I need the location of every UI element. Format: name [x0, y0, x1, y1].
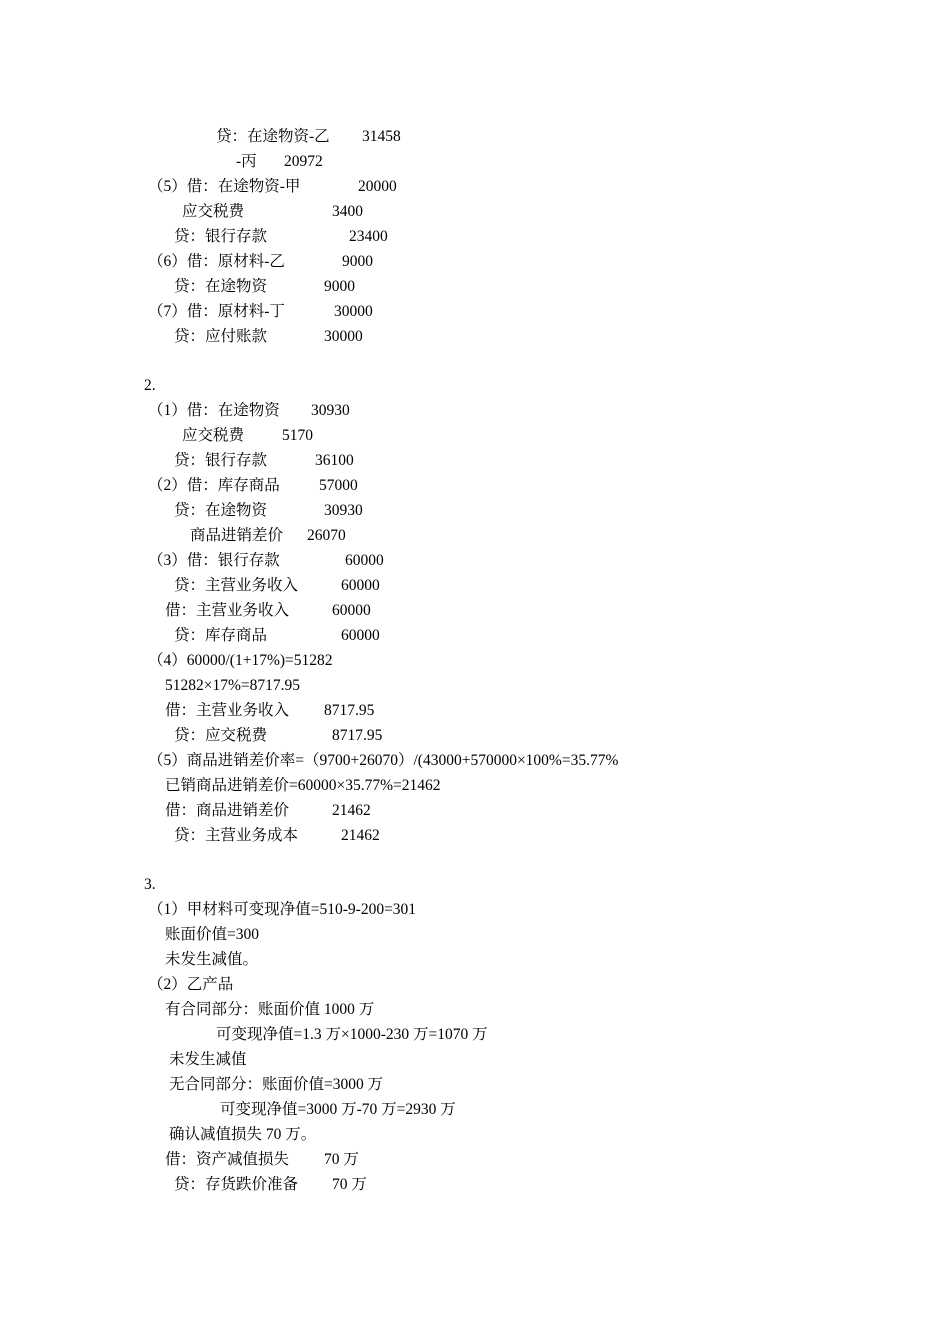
entry-label: 已销商品进销差价=60000×35.77%=21462 — [165, 777, 441, 794]
entry-amount: 57000 — [319, 477, 358, 494]
entry-label: （1）甲材料可变现净值=510-9-200=301 — [148, 901, 417, 918]
entry-label: -丙 — [236, 153, 257, 170]
entry-amount: 60000 — [345, 552, 384, 569]
entry-label: 有合同部分：账面价值 1000 万 — [165, 1001, 375, 1018]
entry-label: 贷：在途物资-乙 — [216, 128, 330, 145]
entry-label: 借：资产减值损失 — [165, 1151, 290, 1168]
entry-label: 应交税费 — [182, 427, 245, 444]
entry-label: 未发生减值 — [169, 1051, 247, 1068]
entry-amount: 8717.95 — [332, 727, 383, 744]
entry-amount: 20972 — [284, 153, 323, 170]
entry-amount: 3400 — [332, 203, 363, 220]
entry-amount: 23400 — [349, 228, 388, 245]
entry-label: 贷：主营业务成本 — [174, 827, 299, 844]
entry-label: （1）借：在途物资 — [148, 402, 280, 419]
entry-amount: 60000 — [341, 627, 380, 644]
entry-label: 无合同部分：账面价值=3000 万 — [169, 1076, 384, 1093]
entry-amount: 30930 — [311, 402, 350, 419]
entry-label: 2. — [144, 377, 156, 394]
entry-label: （2）乙产品 — [148, 976, 234, 993]
entry-label: 贷：应付账款 — [174, 328, 268, 345]
entry-label: 贷：主营业务收入 — [174, 577, 299, 594]
entry-amount: 60000 — [341, 577, 380, 594]
entry-amount: 20000 — [358, 178, 397, 195]
entry-label: （3）借：银行存款 — [148, 552, 280, 569]
entry-amount: 9000 — [342, 253, 373, 270]
entry-label: 借：主营业务收入 — [165, 702, 290, 719]
entry-amount: 70 万 — [324, 1151, 359, 1168]
entry-amount: 8717.95 — [324, 702, 375, 719]
entry-label: 可变现净值=3000 万-70 万=2930 万 — [220, 1101, 456, 1118]
entry-label: 贷：存货跌价准备 — [174, 1176, 299, 1193]
entry-amount: 26070 — [307, 527, 346, 544]
entry-amount: 70 万 — [332, 1176, 367, 1193]
entry-amount: 30930 — [324, 502, 363, 519]
entry-amount: 31458 — [362, 128, 401, 145]
entry-label: （5）商品进销差价率=（9700+26070）/(43000+570000×100%=35.77% — [148, 752, 619, 769]
entry-label: 商品进销差价 — [190, 527, 284, 544]
entry-label: 3. — [144, 876, 156, 893]
entry-label: 贷：在途物资 — [174, 502, 268, 519]
entry-label: 贷：库存商品 — [174, 627, 268, 644]
entry-amount: 21462 — [341, 827, 380, 844]
entry-label: 可变现净值=1.3 万×1000-230 万=1070 万 — [216, 1026, 488, 1043]
entry-label: 贷：银行存款 — [174, 228, 268, 245]
entry-label: （6）借：原材料-乙 — [148, 253, 285, 270]
entry-amount: 9000 — [324, 278, 355, 295]
entry-label: 应交税费 — [182, 203, 245, 220]
entry-label: （2）借：库存商品 — [148, 477, 280, 494]
entry-amount: 5170 — [282, 427, 313, 444]
entry-amount: 30000 — [324, 328, 363, 345]
entry-label: （5）借：在途物资-甲 — [148, 178, 301, 195]
entry-label: （4）60000/(1+17%)=51282 — [148, 652, 333, 669]
entry-label: 贷：在途物资 — [174, 278, 268, 295]
entry-label: 未发生减值。 — [165, 951, 259, 968]
entry-label: 确认减值损失 70 万。 — [169, 1126, 317, 1143]
entry-amount: 60000 — [332, 602, 371, 619]
entry-label: 贷：应交税费 — [174, 727, 268, 744]
entry-amount: 30000 — [334, 303, 373, 320]
entry-label: 51282×17%=8717.95 — [165, 677, 301, 694]
entry-amount: 36100 — [315, 452, 354, 469]
entry-label: 账面价值=300 — [165, 926, 259, 943]
entry-label: 贷：银行存款 — [174, 452, 268, 469]
entry-label: 借：主营业务收入 — [165, 602, 290, 619]
entry-amount: 21462 — [332, 802, 371, 819]
entry-label: 借：商品进销差价 — [165, 802, 290, 819]
entry-label: （7）借：原材料-丁 — [148, 303, 285, 320]
